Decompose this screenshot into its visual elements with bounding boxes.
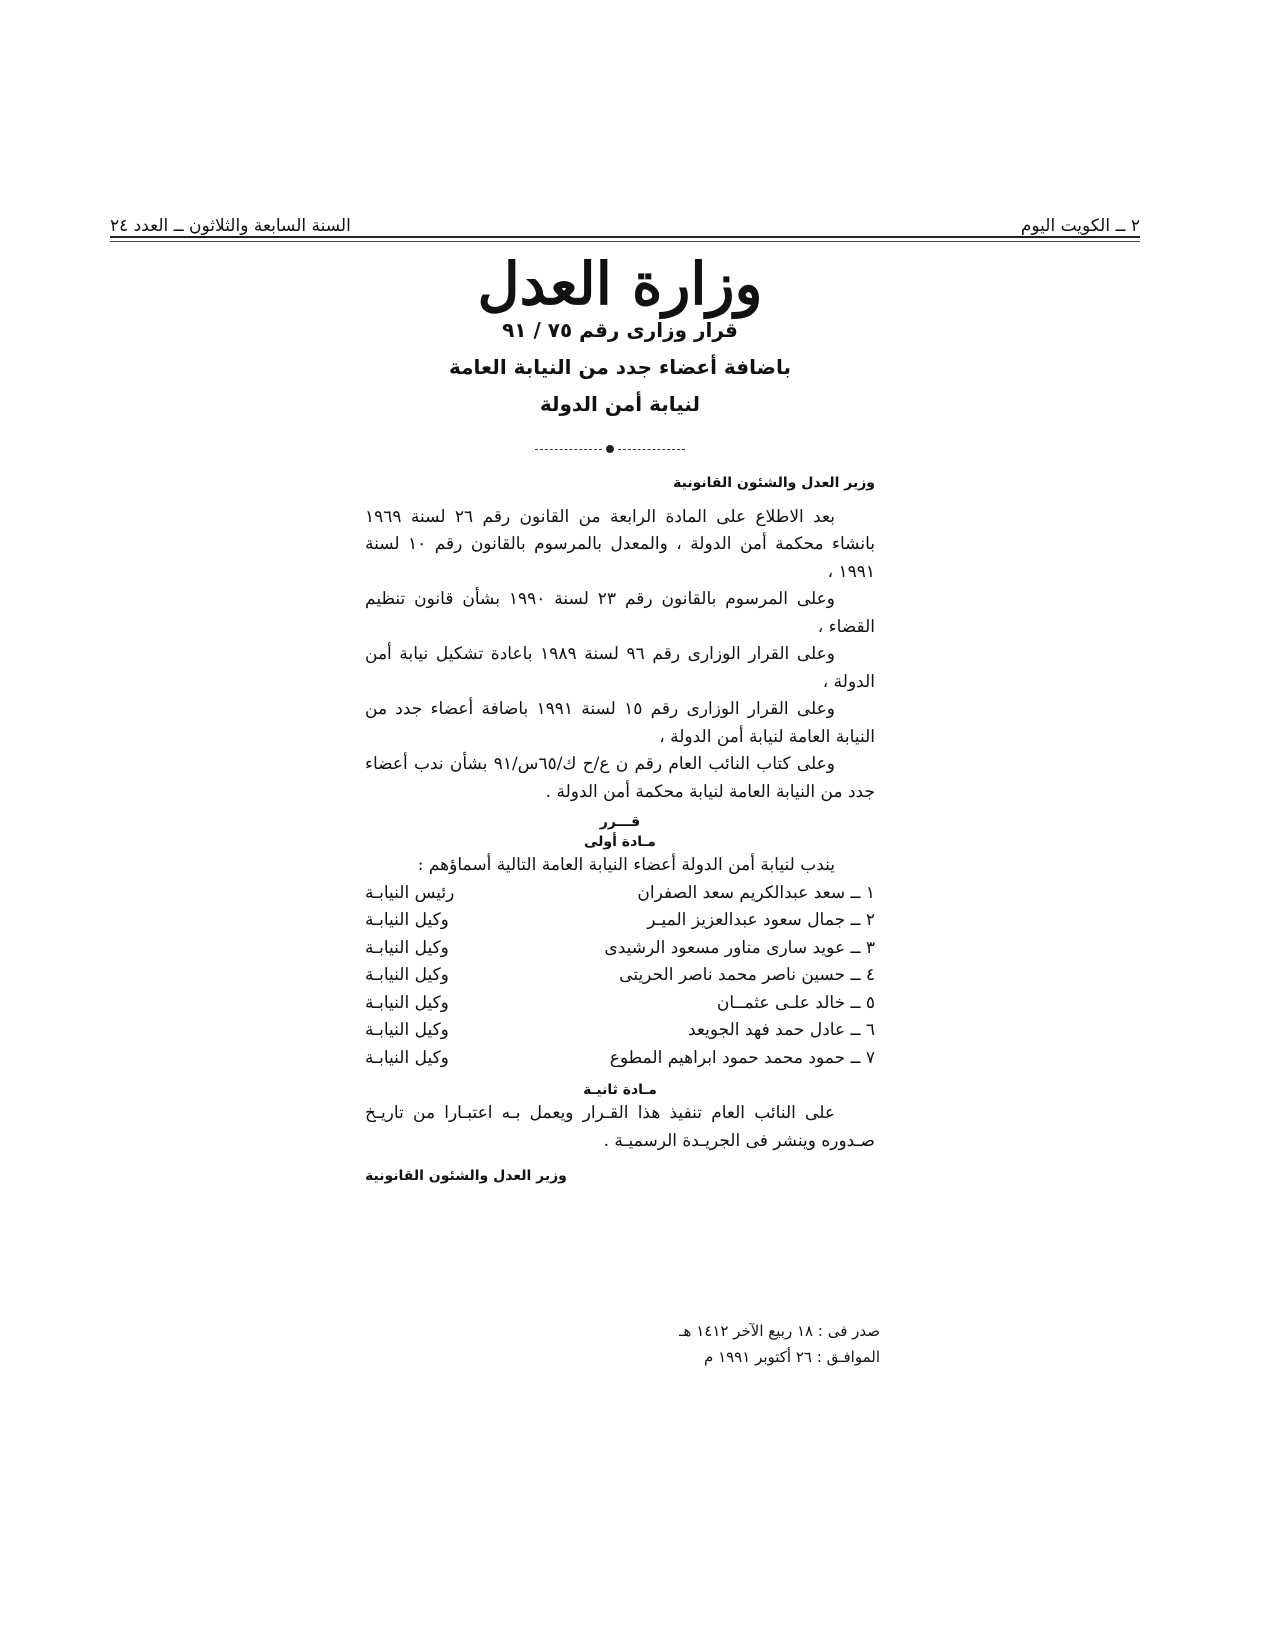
minister-title: وزير العدل والشئون القانونية	[673, 475, 875, 491]
preamble-paragraph: بعد الاطلاع على المادة الرابعة من القانون رقم ٢٦ لسنة ١٩٦٩ بانشاء محكمة أمن الدولة ، والمعدل بالمرسوم بالقانون رقم ١٠ لسنة ١٩٩١ ،	[365, 506, 875, 582]
member-row	[365, 880, 875, 908]
member-row	[365, 962, 875, 990]
signature-title: وزير العدل والشئون القانونية	[365, 1168, 567, 1184]
member-row	[365, 907, 875, 935]
corresponding-date: الموافـق : ٢٦ أكتوبر ١٩٩١ م	[704, 1348, 880, 1366]
member-name: ٧ ــ حمود محمد حمود ابراهيم المطوع	[609, 1047, 875, 1068]
member-name: ١ ــ سعد عبدالكريم سعد الصفران	[637, 882, 875, 903]
header-issue-label: السنة السابعة والثلاثون ــ العدد ٢٤	[110, 216, 351, 236]
member-role: وكيل النيابـة	[365, 1020, 449, 1040]
member-role: وكيل النيابـة	[365, 1047, 449, 1068]
preamble-paragraph: وعلى القرار الوزارى رقم ١٥ لسنة ١٩٩١ باضافة أعضاء جدد من النيابة العامة لنيابة أمن الدولة ،	[365, 699, 875, 747]
member-row	[365, 935, 875, 963]
member-role: وكيل النيابـة	[365, 937, 449, 958]
member-name: ٥ ــ خالد علـى عثمــان	[716, 992, 875, 1013]
article-1-heading: مـادة أولى	[584, 834, 656, 850]
decision-subject: باضافة أعضاء جدد من النيابة العامة	[449, 355, 791, 379]
page-header	[110, 200, 1140, 238]
header-page-label: ٢ ــ الكويت اليوم	[1020, 216, 1140, 236]
member-row	[365, 1017, 875, 1045]
member-name: ٣ ــ عويد سارى مناور مسعود الرشيدى	[604, 937, 875, 958]
title-ornament	[535, 445, 685, 453]
member-role: وكيل النيابـة	[365, 965, 449, 985]
member-name: ٦ ــ عادل حمد فهد الجويعد	[687, 1020, 875, 1040]
preamble-paragraph: وعلى كتاب النائب العام رقم ن ع/ح ك/٦٥س/٩١ بشأن ندب أعضاء جدد من النيابة العامة لنيابة محكمة أمن الدولة .	[365, 754, 875, 802]
member-role: رئيس النيابـة	[365, 882, 455, 903]
member-row	[365, 1045, 875, 1073]
member-row	[365, 990, 875, 1018]
header-rule	[110, 241, 1140, 242]
decision-target: لنيابة أمن الدولة	[539, 392, 701, 416]
member-name: ٤ ــ حسين ناصر محمد ناصر الحريتى	[619, 965, 875, 985]
document-body	[365, 470, 875, 1191]
decision-number: قرار وزارى رقم ٧٥ / ٩١	[502, 318, 738, 342]
issued-date: صدر فى : ١٨ ربيع الآخر ١٤١٢ هـ	[679, 1322, 880, 1340]
member-role: وكيل النيابـة	[365, 910, 449, 930]
preamble-paragraph: وعلى القرار الوزارى رقم ٩٦ لسنة ١٩٨٩ باعادة تشكيل نيابة أمن الدولة ،	[365, 644, 875, 692]
decision-label: قـــرر	[599, 814, 641, 830]
member-role: وكيل النيابـة	[365, 992, 449, 1013]
article-2-heading: مـادة ثانيـة	[583, 1082, 657, 1098]
issue-dates	[590, 1318, 880, 1370]
member-name: ٢ ــ جمال سعود عبدالعزيز الميـر	[647, 910, 875, 930]
article-2-text: على النائب العام تنفيذ هذا القـرار ويعمل بـه اعتبـارا من تاريـخ صـدوره وينشر فى الجريـدة الرسميـة .	[365, 1103, 875, 1151]
ministry-title: وزارة العدل	[477, 250, 763, 318]
preamble-paragraph: وعلى المرسوم بالقانون رقم ٢٣ لسنة ١٩٩٠ بشأن قانون تنظيم القضاء ،	[365, 589, 875, 637]
article-1-intro: يندب لنيابة أمن الدولة أعضاء النيابة العامة التالية أسماؤهم :	[417, 855, 835, 875]
